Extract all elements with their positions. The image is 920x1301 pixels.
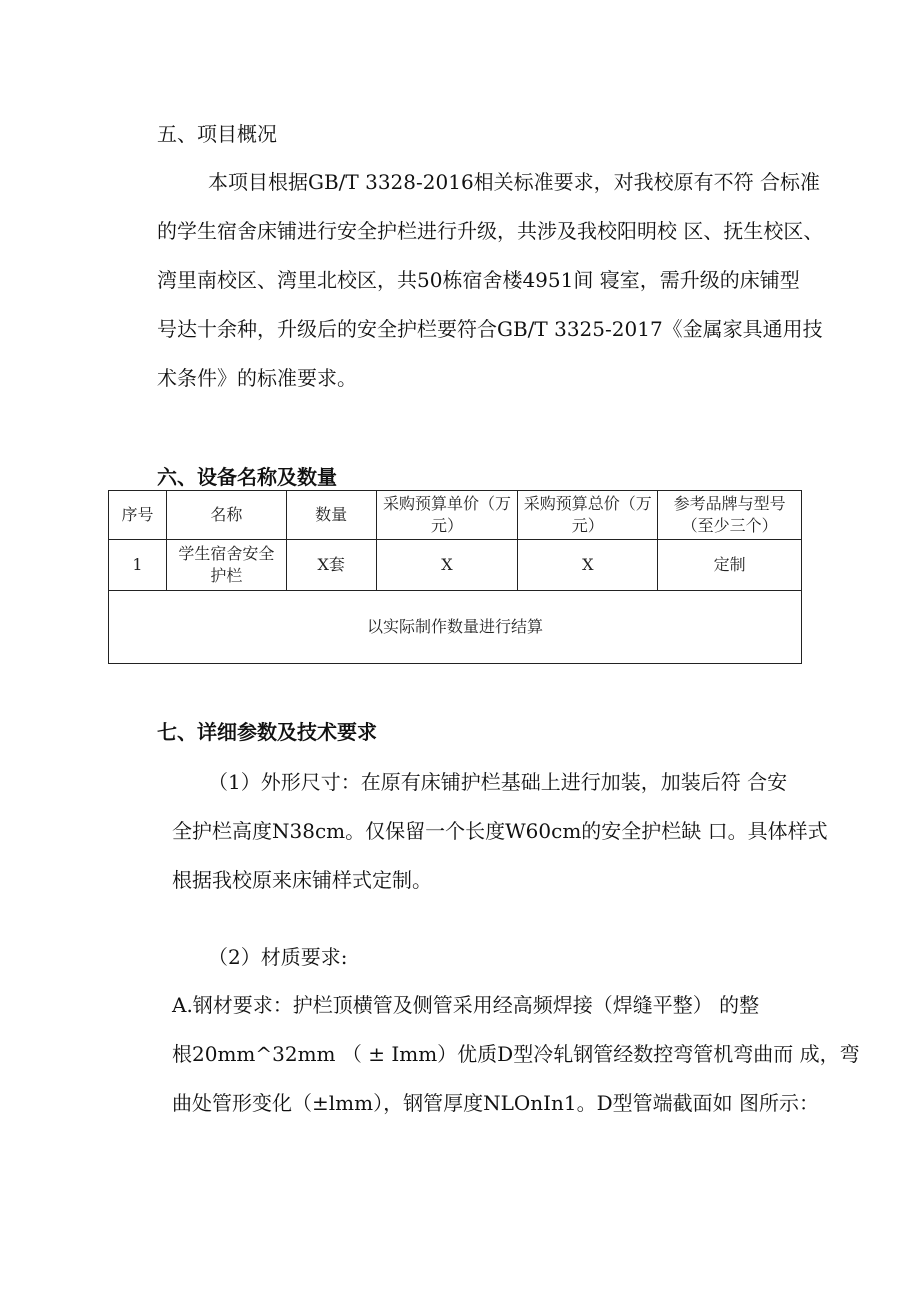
section-6-heading: 六、设备名称及数量: [157, 465, 337, 489]
header-cell-name: 名称: [166, 491, 286, 540]
cell-quantity: X套: [286, 540, 376, 591]
section-5-heading: 五、项目概况: [157, 122, 277, 146]
item-2-line-3: 曲处管形变化（±lmm），钢管厚度NLOnIn1。D型管端截面如 图所示：: [172, 1091, 820, 1115]
section-5-line-5: 术条件》的标准要求。: [157, 366, 357, 390]
header-cell-total-price: 采购预算总价（万元）: [518, 491, 658, 540]
table-row: [109, 540, 802, 591]
item-2-line-1: A.钢材要求：护栏顶横管及侧管采用经高频焊接（焊缝平整） 的整: [172, 993, 760, 1017]
cell-brand-model: 定制: [658, 540, 802, 591]
table-header-row: [109, 491, 802, 540]
item-1-line-1: （1）外形尺寸：在原有床铺护栏基础上进行加装，加装后符 合安: [208, 770, 788, 794]
section-5-line-4: 号达十余种，升级后的安全护栏要符合GB/T 3325-2017《金属家具通用技: [157, 317, 823, 341]
section-5-line-3: 湾里南校区、湾里北校区，共50栋宿舍楼4951间 寝室，需升级的床铺型: [157, 268, 800, 292]
item-1-line-3: 根据我校原来床铺样式定制。: [172, 868, 432, 892]
cell-name: 学生宿舍安全护栏: [166, 540, 286, 591]
header-cell-index: 序号: [109, 491, 167, 540]
cell-total-price: X: [518, 540, 658, 591]
cell-index: 1: [109, 540, 167, 591]
header-cell-brand-model: 参考品牌与型号（至少三个）: [658, 491, 802, 540]
table-note: 以实际制作数量进行结算: [109, 591, 802, 664]
section-5-line-1: 本项目根据GB/T 3328-2016相关标准要求，对我校原有不符 合标准: [208, 170, 821, 194]
header-cell-unit-price: 采购预算单价（万元）: [376, 491, 518, 540]
cell-unit-price: X: [376, 540, 518, 591]
section-7-heading: 七、详细参数及技术要求: [157, 720, 377, 744]
item-2-title: （2）材质要求:: [208, 945, 348, 969]
header-cell-quantity: 数量: [286, 491, 376, 540]
item-1-line-2: 全护栏高度N38cm。仅保留一个长度W60cm的安全护栏缺 口。具体样式: [172, 819, 828, 843]
section-5-line-2: 的学生宿舍床铺进行安全护栏进行升级，共涉及我校阳明校 区、抚生校区、: [157, 219, 824, 243]
equipment-table: [108, 490, 802, 664]
table-note-row: [109, 591, 802, 664]
item-2-line-2: 根20mm^32mm （ ± Imm）优质D型冷轧钢管经数控弯管机弯曲而 成，弯: [172, 1042, 860, 1066]
